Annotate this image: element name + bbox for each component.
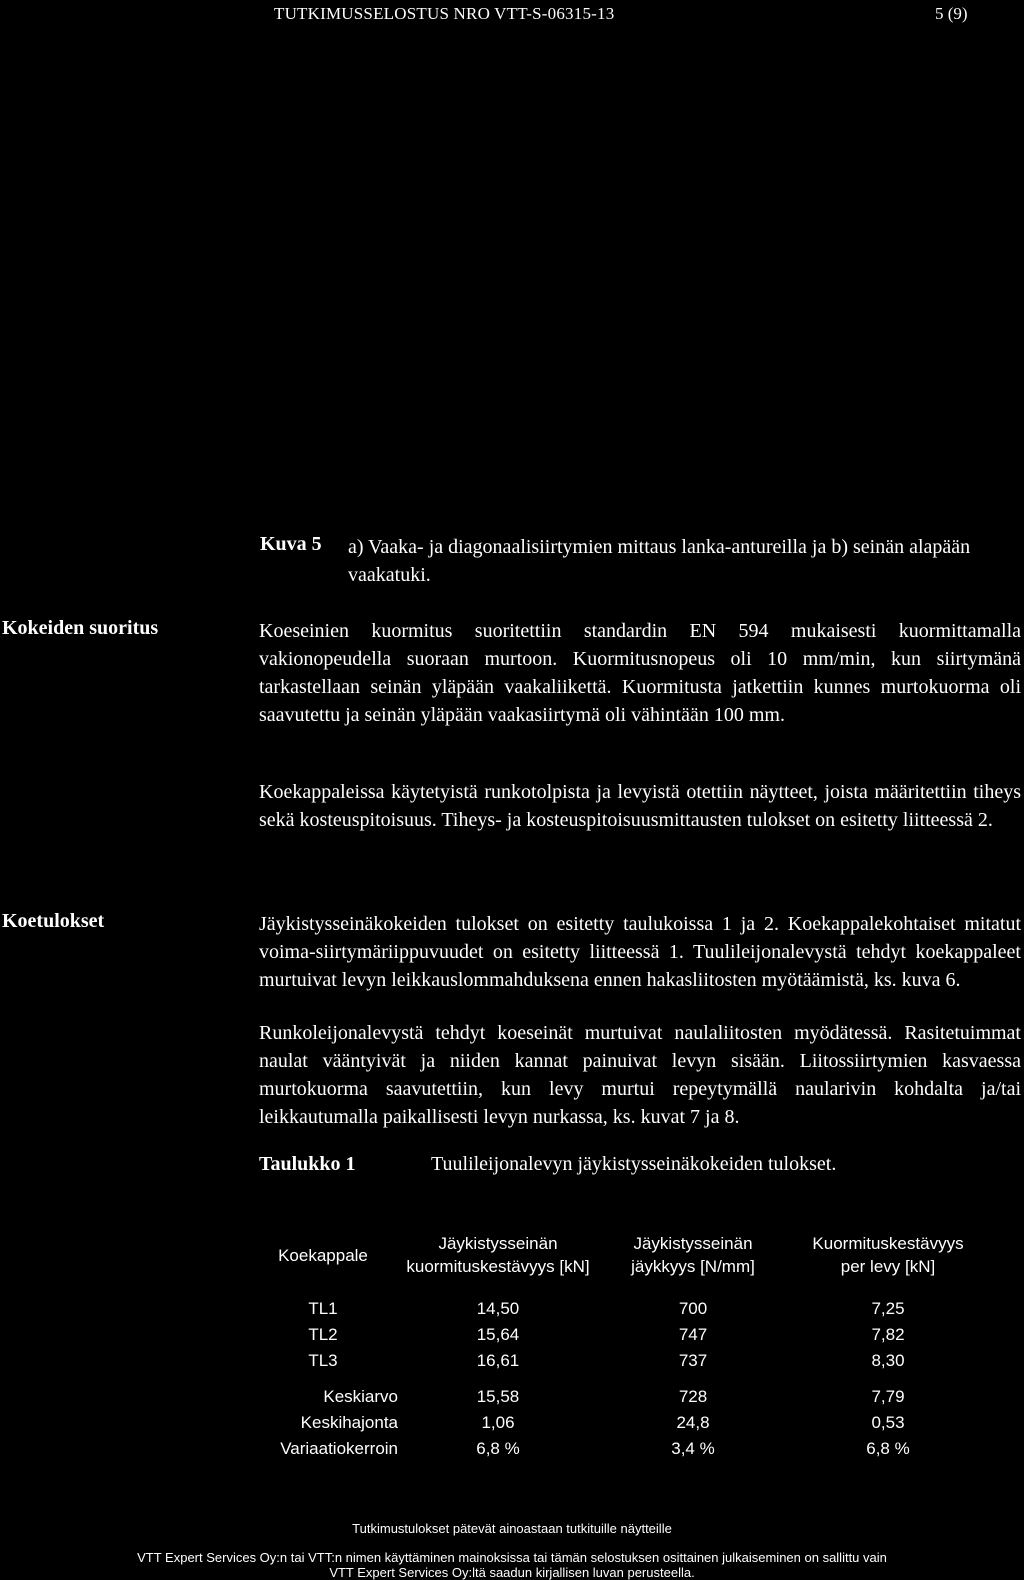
figure-image-area xyxy=(0,34,1024,514)
table-caption: Tuulileijonalevyn jäykistysseinäkokeiden tulokset. xyxy=(431,1153,837,1175)
footer-legal-note xyxy=(0,1550,1024,1580)
footer-validity-note: Tutkimustulokset pätevät ainoastaan tutkituille näytteille xyxy=(352,1521,672,1536)
footer-legal-line-1: VTT Expert Services Oy:n tai VTT:n nimen käyttäminen mainoksissa tai tämän selostuksen osittainen julkaiseminen on sallittu vain xyxy=(137,1550,887,1565)
table-label: Taulukko 1 xyxy=(259,1153,356,1175)
section-heading-kokeiden-suoritus: Kokeiden suoritus xyxy=(2,617,159,639)
paragraph-suoritus-2: Koekappaleissa käytetyistä runkotolpista ja levyistä otettiin näytteet, joista määritettiin tiheys sekä kosteuspitoisuus. Tiheys- ja kosteuspitoisuusmittausten tulokset on esitetty liitteessä 2. xyxy=(259,781,1021,831)
footer-legal-line-2: VTT Expert Services Oy:ltä saadun kirjallisen luvan perusteella. xyxy=(329,1565,695,1580)
table-row: Keskiarvo 15,58 728 7,79 xyxy=(323,1387,905,1406)
paragraph-tulokset-1: Jäykistysseinäkokeiden tulokset on esitetty taulukoissa 1 ja 2. Koekappalekohtaiset mitatut voima-siirtymäriippuvuudet on esitetty liitteessä 1. Tuulileijonalevystä tehdyt koekappaleet murtuivat levyn leikkauslommahduksena ennen hakasliitosten myötäämistä, ks. kuva 6. xyxy=(259,913,1021,991)
report-title: TUTKIMUSSELOSTUS NRO VTT-S-06315-13 xyxy=(274,4,615,23)
table-row: Variaatiokerroin 6,8 % 3,4 % 6,8 % xyxy=(280,1439,910,1458)
header-koekappale: Koekappale xyxy=(278,1245,368,1265)
figure-label: Kuva 5 xyxy=(260,533,322,555)
table-header-row xyxy=(228,1232,988,1292)
table-row: TL1 14,50 700 7,25 xyxy=(308,1299,905,1318)
header-kuormituskestavyys: Jäykistysseinän kuormituskestävyys [kN] xyxy=(406,1234,590,1276)
paragraph-tulokset-2: Runkoleijonalevystä tehdyt koeseinät murtuivat naulaliitosten myödätessä. Rasitetuimmat naulat vääntyivät ja niiden kannat painuivat levyn sisään. Liitossiirtymien kasvaessa murtokuorma saavutettiin, kun levy murtui repeytymällä naularivin kohdalta ja/tai leikkautumalla paikallisesti levyn nurkassa, ks. kuvat 7 ja 8. xyxy=(259,1022,1021,1128)
table-row: TL3 16,61 737 8,30 xyxy=(308,1351,905,1370)
table-row: TL2 15,64 747 7,82 xyxy=(308,1325,905,1344)
figure-caption: a) Vaaka- ja diagonaalisiirtymien mittaus lanka-antureilla ja b) seinän alapään vaakatuki. xyxy=(348,536,971,586)
section-heading-koetulokset: Koetulokset xyxy=(2,910,105,932)
header-jaykkyys: Jäykistysseinän jäykkyys [N/mm] xyxy=(631,1234,755,1276)
header-kestavyys-per-levy: Kuormituskestävyys per levy [kN] xyxy=(812,1234,964,1276)
table-row: Keskihajonta 1,06 24,8 0,53 xyxy=(300,1413,905,1432)
page-number: 5 (9) xyxy=(935,4,968,23)
page-header xyxy=(0,2,1024,30)
paragraph-suoritus-1: Koeseinien kuormitus suoritettiin standardin EN 594 mukaisesti kuormittamalla vakionopeudella suoraan murtoon. Kuormitusnopeus oli 10 mm/min, kun siirtymänä tarkastellaan seinän yläpään vaakaliikettä. Kuormitusta jatkettiin kunnes murtokuorma oli saavutettu ja seinän yläpään vaakasiirtymä oli vähintään 100 mm. xyxy=(259,620,1021,726)
results-table xyxy=(228,1232,988,1462)
